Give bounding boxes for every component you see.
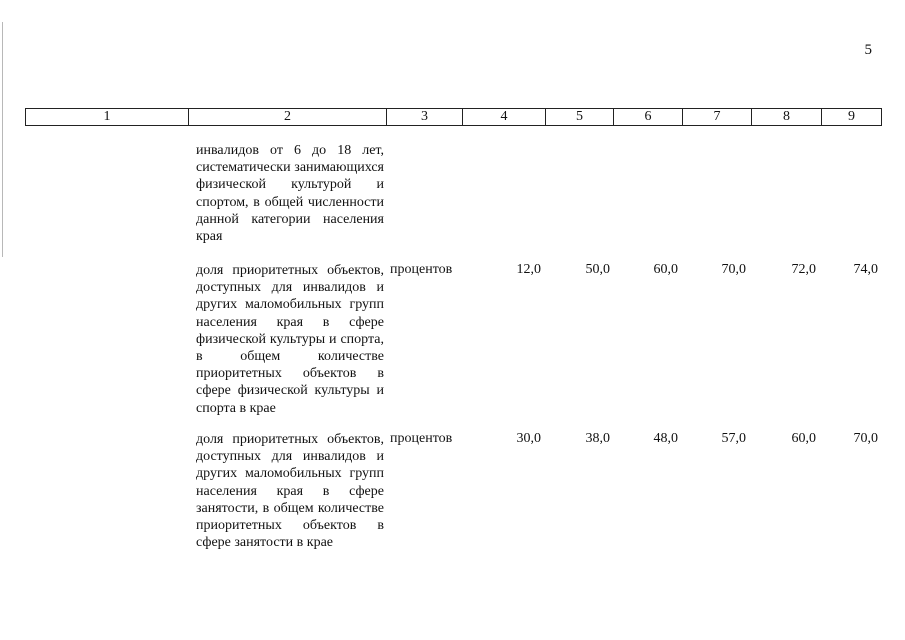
column-header-2: 2	[189, 109, 387, 126]
value-cell-col7: 70,0	[721, 262, 746, 277]
indicator-description: доля приоритетных объектов, доступных для инвалидов и других маломобильных групп населения края в сфере физической культуры и спорта, в общем количестве приоритетных объектов в сфере физической культуры и спорта в крае	[196, 263, 384, 416]
value-cell-col4: 12,0	[516, 262, 541, 277]
column-header-8: 8	[752, 109, 822, 126]
column-header-6: 6	[614, 109, 683, 126]
column-header-7: 7	[683, 109, 752, 126]
indicator-description: инвалидов от 6 до 18 лет, систематически занимающихся физической культурой и спортом, в общей численности данной категории населения края	[196, 143, 384, 245]
indicator-description: доля приоритетных объектов, доступных для инвалидов и других маломобильных групп населения края в сфере занятости, в общем количестве приоритетных объектов в сфере занятости в крае	[196, 432, 384, 551]
value-cell-col5: 50,0	[585, 262, 610, 277]
value-cell-col6: 48,0	[653, 431, 678, 446]
page-number: 5	[864, 42, 872, 58]
left-margin-rule	[2, 22, 3, 257]
unit-cell: процентов	[390, 262, 453, 277]
value-cell-col7: 57,0	[721, 431, 746, 446]
column-header-row	[26, 109, 882, 126]
value-cell-col8: 72,0	[791, 262, 816, 277]
value-cell-col9: 74,0	[853, 262, 878, 277]
column-header-1: 1	[26, 109, 189, 126]
column-header-table	[25, 108, 882, 126]
value-cell-col6: 60,0	[653, 262, 678, 277]
value-cell-col4: 30,0	[516, 431, 541, 446]
column-header-9: 9	[822, 109, 882, 126]
value-cell-col5: 38,0	[585, 431, 610, 446]
value-cell-col9: 70,0	[853, 431, 878, 446]
column-header-3: 3	[387, 109, 463, 126]
unit-cell: процентов	[390, 431, 453, 446]
value-cell-col8: 60,0	[791, 431, 816, 446]
column-header-4: 4	[463, 109, 546, 126]
column-header-5: 5	[546, 109, 614, 126]
